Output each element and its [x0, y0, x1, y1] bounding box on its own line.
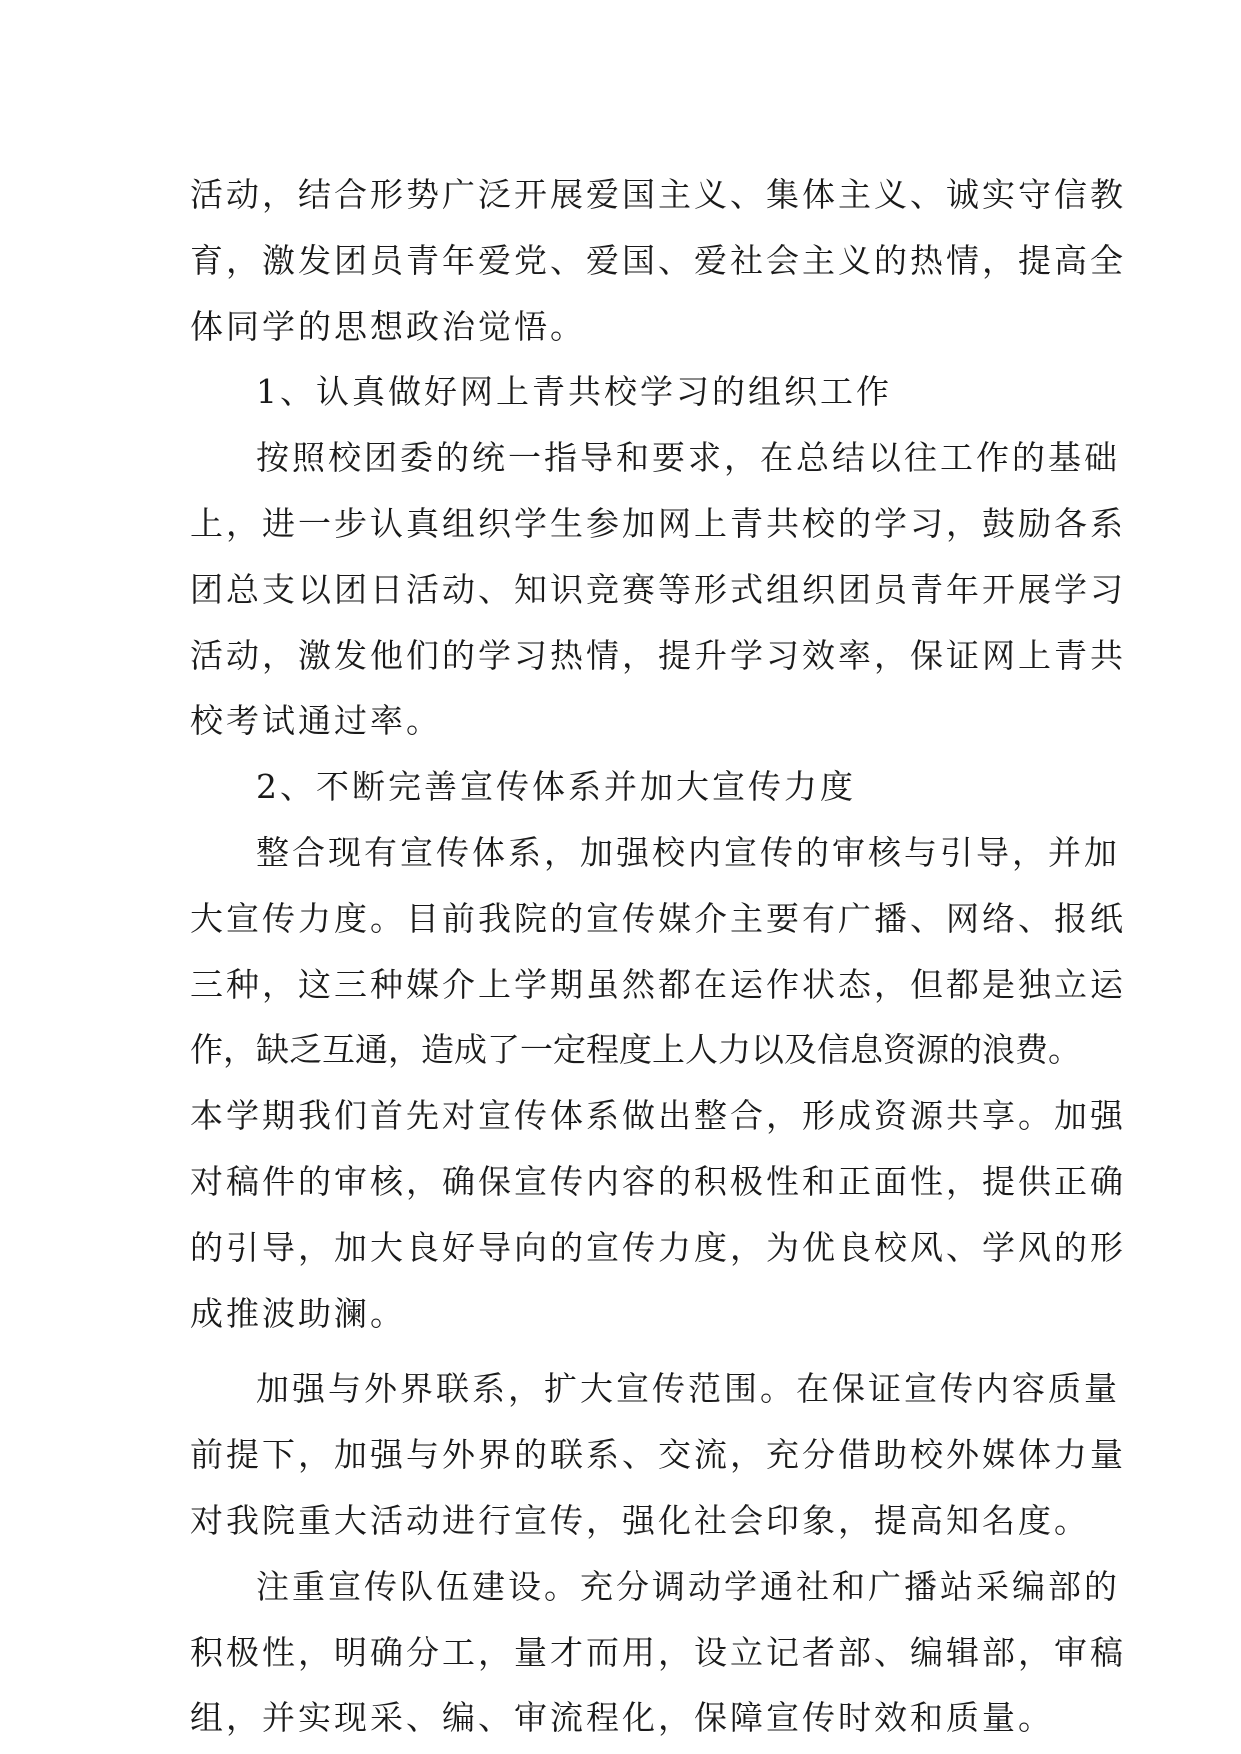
text-line: 成推波助澜。: [190, 1293, 406, 1333]
text-line: 活动，结合形势广泛开展爱国主义、集体主义、诚实守信教: [190, 175, 1126, 214]
text-line: 三种，这三种媒介上学期虽然都在运作状态，但都是独立运: [190, 964, 1126, 1004]
section-heading: 2、不断完善宣传体系并加大宣传力度: [256, 767, 856, 807]
text-line: 对我院重大活动进行宣传，强化社会印象，提高知名度。: [190, 1500, 1090, 1540]
text-line: 前提下，加强与外界的联系、交流，充分借助校外媒体力量: [190, 1435, 1126, 1475]
text-line: 对稿件的审核，确保宣传内容的积极性和正面性，提供正确: [190, 1161, 1126, 1201]
text-line: 团总支以团日活动、知识竞赛等形式组织团员青年开展学习: [190, 569, 1126, 609]
text-line: 注重宣传队伍建设。充分调动学通社和广播站采编部的: [256, 1566, 1120, 1606]
text-line: 育，激发团员青年爱党、爱国、爱社会主义的热情，提高全: [190, 240, 1126, 280]
text-line: 体同学的思想政治觉悟。: [190, 306, 586, 346]
text-line: 加强与外界联系，扩大宣传范围。在保证宣传内容质量: [256, 1369, 1120, 1409]
text-line: 大宣传力度。目前我院的宣传媒介主要有广播、网络、报纸: [190, 898, 1126, 938]
text-line: 按照校团委的统一指导和要求，在总结以往工作的基础: [256, 438, 1120, 478]
document-body: [190, 162, 1126, 1751]
text-line: 的引导，加大良好导向的宣传力度，为优良校风、学风的形: [190, 1227, 1126, 1267]
text-line: 上，进一步认真组织学生参加网上青共校的学习，鼓励各系: [190, 503, 1126, 543]
text-line: 作，缺乏互通，造成了一定程度上人力以及信息资源的浪费。: [190, 1030, 1081, 1070]
text-line: 组，并实现采、编、审流程化，保障宣传时效和质量。: [190, 1698, 1054, 1738]
text-line: 积极性，明确分工，量才而用，设立记者部、编辑部，审稿: [190, 1632, 1126, 1672]
section-heading: 1、认真做好网上青共校学习的组织工作: [256, 372, 892, 412]
text-line: 整合现有宣传体系，加强校内宣传的审核与引导，并加: [256, 832, 1120, 872]
text-line: 校考试通过率。: [190, 701, 442, 741]
text-line: 本学期我们首先对宣传体系做出整合，形成资源共享。加强: [190, 1096, 1126, 1136]
text-line: 活动，激发他们的学习热情，提升学习效率，保证网上青共: [190, 635, 1126, 675]
